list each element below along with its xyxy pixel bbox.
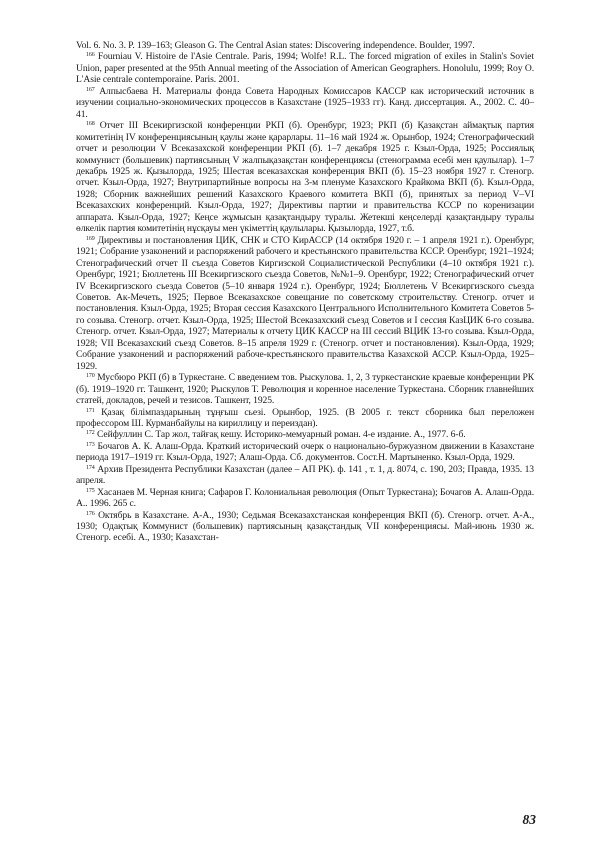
footnote-172	[76, 429, 534, 440]
footnote-text: Отчет III Всекиргизской конференции РКП (б). Оренбург, 1923; РКП (б) Қазақстан аймақтық партия комитетінің IV конференциясының қаулы және қарарлары. 11–16 май 1924 ж. Орынбор, 1924; Стенографический отчет и резолюции V Всеказахской конференции РКП (б). 1–7 декабря 1925 г. Кзыл-Орда, 1925; Россиялық коммунист (большевик) партиясының V жалпықазақстан конференциясы (стенограмма есебі мен қаулылар). 1–7 декабрь 1925 ж. Қызылорда, 1925; Шестая всеказахская конференция ВКП (б). 15–23 ноября 1927 г. Стеногр. отчет. Кзыл-Орда, 1927; Внутрипартийные вопросы на 3-м пленуме Казахского Крайкома ВКП (б). Кзыл-Орда, 1928; Сборник важнейших решений Казахского Краевого комитета ВКП (б), принятых за период V–VI Всеказахских конференций. Кзыл-Орда, 1927; Директивы партии и правительства КССР по коренизации аппарата. Кзыл-Орда, 1927; Кеңсе жұмысын қазақтандыру туралы. Жетекші кеңселерді қазақтандыру туралы өлкелік партия комитетінің нұсқауы мен үкіметтің қаулылары. Қызылорда, 1927, т.б.	[76, 120, 534, 235]
footnote-marker: 168	[86, 121, 95, 128]
footnotes-block	[76, 40, 534, 544]
footnote-169	[76, 235, 534, 372]
page-number: 83	[522, 812, 536, 827]
footnote-166	[76, 51, 534, 85]
footnote-text: Бочагов А. К. Алаш-Орда. Краткий исторический очерк о национально-буржуазном движении в Казахстане периода 1917–1919 гг. Кзыл-Орда, 1927; Алаш-Орда. Сб. документов. Сост.Н. Мартыненко. Кзыл-Орда, 1929.	[76, 440, 534, 464]
footnote-174	[76, 464, 534, 487]
footnote-text: Vol. 6. No. 3. P. 139–163; Gleason G. The Central Asian states: Discovering independence. Boulder, 1997.	[76, 40, 475, 51]
footnote-text: Fourniau V. Histoire de l'Asie Centrale. Paris, 1994; Wolfe! R.L. The forced migration of exiles in Stalin's Soviet Union, paper presented at the 95th Annual meeting of the Association of American Geographers. Honolulu, 1999; Roy O. L'Asie centrale contemporaine. Paris. 2001.	[76, 51, 534, 86]
footnote-marker: 175	[86, 487, 95, 494]
footnote-marker: 173	[86, 441, 95, 448]
footnote-text: Директивы и постановления ЦИК, СНК и СТО КирАССР (14 октября 1920 г. – 1 апреля 1921 г.). Оренбург, 1921; Собрание узаконений и распоряжений рабочего и крестьянского правительства КССР. Оренбург, 1921–1924; Стенографический отчет II съезда Советов Киргизской Социалистической Республики (4–10 октября 1921 г.). Оренбург, 1921; Бюллетень III Всекиргизского съезда Советов, №№1–9. Оренбург, 1922; Стенографический отчет IV Всекиргизского съезда Советов (5–10 января 1924 г.). Оренбург, 1924; Бюллетень V Всекиргизского съезда Советов. Ак-Мечеть, 1925; Первое Всеказахское совещание по советскому строительству. Стеногр. отчет и постановления. Кзыл-Орда, 1925; Вторая сессия Казахского Центрального Исполнительного Комитета Советов 5-го созыва. Стеногр. отчет. Кзыл-Орда, 1925; Шестой Всеказахский съезд Советов и I сессия КазЦИК 6-го созыва. Стеногр. отчет. Кзыл-Орда, 1927; Материалы к отчету ЦИК КАССР на III сессий ВЦИК 13-го созыва. Кзыл-Орда, 1928; VII Всеказахский съезд Советов. 8–15 апреля 1929 г. (Стеногр. отчет и постановления). Кзыл-Орда, 1929; Собрание узаконений и распоряжений рабоче-крестьянского правительства Казахской АССР. Кзыл-Орда, 1925–1929.	[76, 234, 534, 372]
footnote-text: Қазақ білімпаздарының тұңғыш сьезі. Орынбор, 1925. (В 2005 г. текст сборника был переложен профессором Ш. Курманбайулы на кириллицу и переиздан).	[76, 406, 534, 429]
footnote-marker: 176	[86, 510, 95, 517]
footnote-text: Архив Президента Республики Казахстан (далее – АП РК). ф. 141 , т. 1, д. 8074, с. 190, 203; Правда, 1935. 13 апреля.	[76, 463, 534, 487]
footnote-175	[76, 487, 534, 510]
footnote-text: Хасанаев М. Черная книга; Сафаров Г. Колониальная революция (Опыт Туркестана); Бочагов А. Алаш-Орда. А.. 1996. 265 с.	[76, 486, 534, 510]
footnote-173	[76, 441, 534, 464]
footnote-marker: 174	[86, 464, 95, 471]
footnote-marker: 166	[86, 52, 95, 59]
footnote-marker: 170	[86, 373, 95, 380]
footnote-text: Сейфуллин С. Тар жол, тайғақ кешу. Историко-мемуарный роман. 4-е издание. А., 1977. 6-б.	[97, 429, 466, 441]
footnote-text: Октябрь в Казахстане. А-А., 1930; Седьмая Всеказахстанская конференция ВКП (б). Стеногр. отчет. А-А., 1930; Одақтық Коммунист (большевик) партиясының қазақстандық VII конференциясы. Май-июнь 1930 ж. Стеногр. есебі. А., 1930; Казахстан-	[76, 509, 534, 544]
footnote-176	[76, 510, 534, 544]
footnote-marker: 172	[86, 430, 95, 437]
footnote-167	[76, 86, 534, 120]
footnote-text: Мусбюро РКП (б) в Туркестане. С введением тов. Рыскулова. 1, 2, 3 туркестанские краевые конференции РК (б). 1919–1920 гг. Ташкент, 1920; Рыскулов Т. Революция и коренное население Туркестана. Сборник главнейших статей, докладов, речей и тезисов. Ташкент, 1925.	[76, 372, 534, 407]
footnote-continuation	[76, 40, 534, 51]
footnote-marker: 169	[86, 235, 95, 242]
footnote-170	[76, 372, 534, 406]
footnote-168	[76, 120, 534, 235]
footnote-171	[76, 407, 534, 430]
footnote-marker: 171	[86, 407, 95, 414]
footnote-marker: 167	[86, 86, 95, 93]
footnote-text: Алпысбаева Н. Материалы фонда Совета Народных Комиссаров КАССР как исторический источник в изучении социально-экономических процессов в Казахстане (1925–1933 гг). Канд. диссертация. А., 2002. С. 40–41.	[76, 85, 534, 120]
